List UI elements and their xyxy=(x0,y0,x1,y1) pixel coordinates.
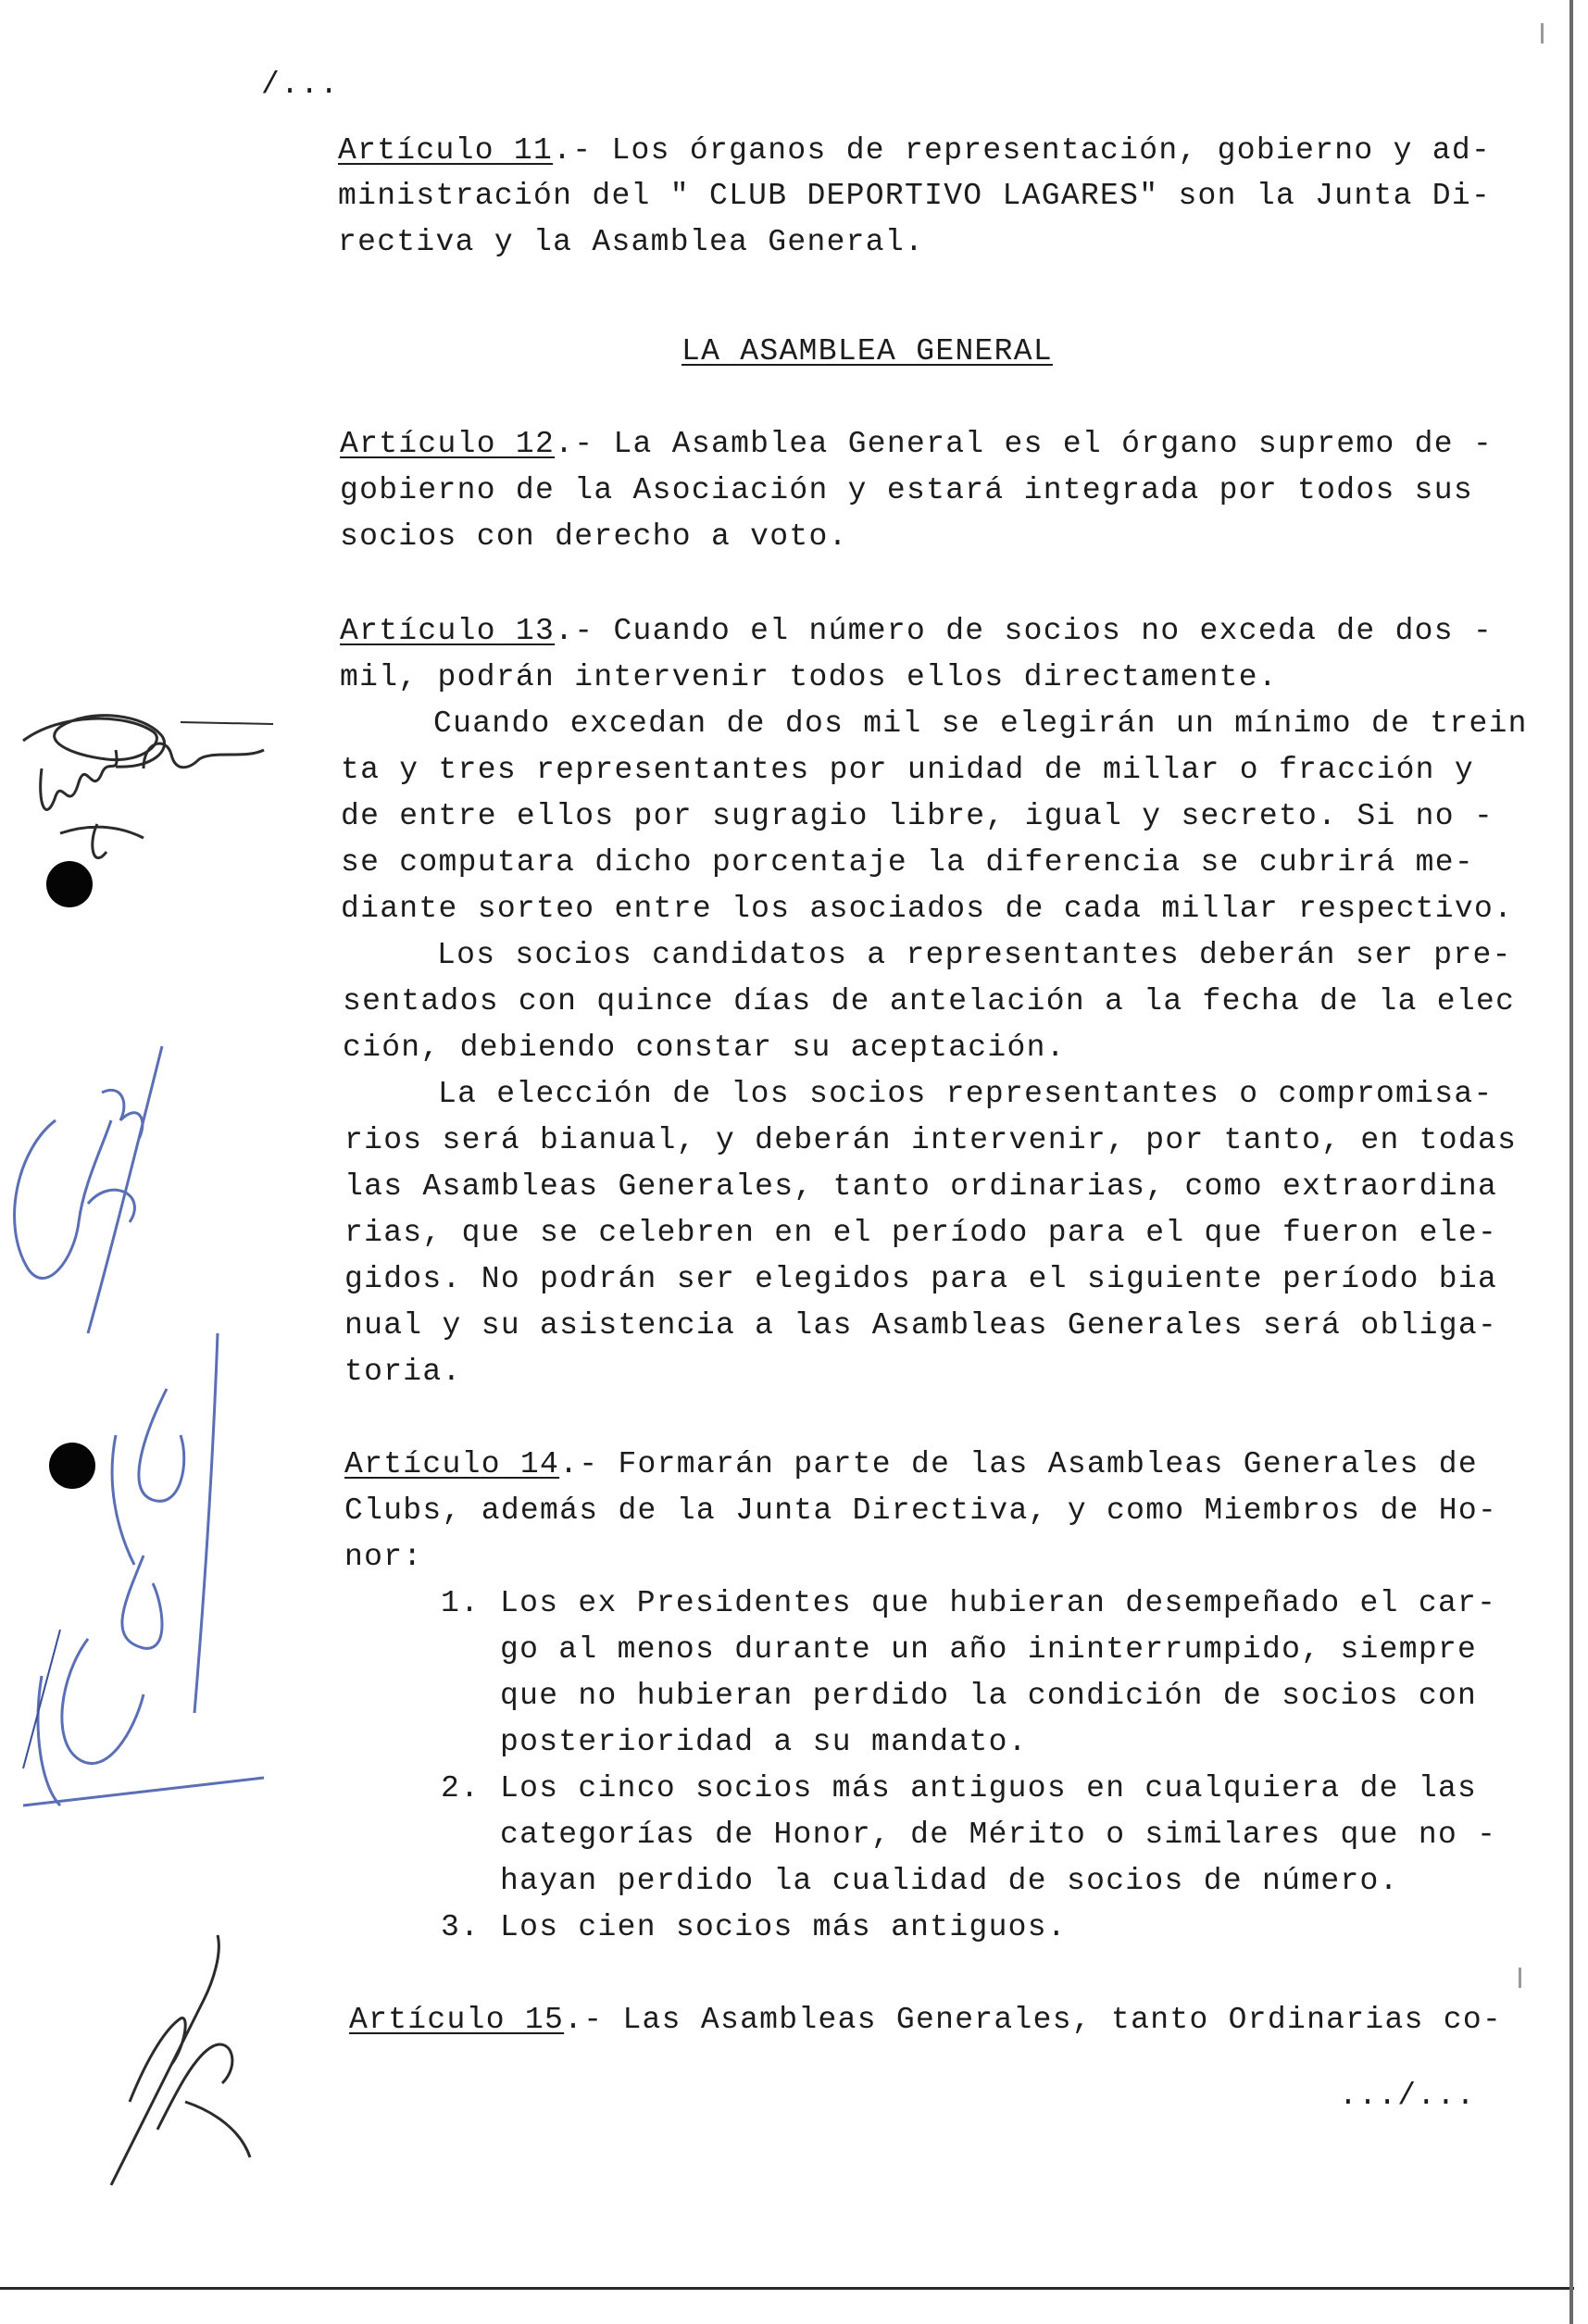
article-14-line-2: Clubs, además de la Junta Directiva, y como Miembros de Ho- xyxy=(344,1493,1498,1528)
article-13-line-13: las Asambleas Generales, tanto ordinarias, como extraordina xyxy=(344,1169,1498,1204)
article-12-label: Artículo 12 xyxy=(340,427,556,461)
article-12-line-2: gobierno de la Asociación y estará integrada por todos sus xyxy=(340,473,1473,507)
article-13-line-2: mil, podrán intervenir todos ellos directamente. xyxy=(340,660,1278,694)
article-13-line-9: sentados con quince días de antelación a la fecha de la elec xyxy=(343,984,1516,1018)
article-11-line-3: rectiva y la Asamblea General. xyxy=(338,225,925,259)
article-13-line-6: se computara dicho porcentaje la diferencia se cubrirá me- xyxy=(341,845,1474,880)
list-item-line-1: Los cinco socios más antiguos en cualquiera de las xyxy=(500,1771,1478,1805)
list-item-line-1: Los cien socios más antiguos. xyxy=(500,1910,1067,1944)
article-14-line-3: nor: xyxy=(344,1540,423,1574)
signature-1 xyxy=(5,685,282,898)
article-14-line-1 xyxy=(344,1446,1478,1483)
list-item-number: 3. xyxy=(441,1910,481,1944)
article-12-text-1: .- La Asamblea General es el órgano supremo de - xyxy=(555,427,1494,461)
article-15-label: Artículo 15 xyxy=(349,2003,565,2037)
scan-right-edge xyxy=(1569,0,1573,2324)
continuation-mark-bottom: .../... xyxy=(1339,2079,1476,2113)
article-13-line-11: La elección de los socios representantes o compromisa- xyxy=(438,1077,1494,1111)
article-13-line-8: Los socios candidatos a representantes deberán ser pre- xyxy=(437,938,1512,972)
signature-3 xyxy=(5,1324,282,1843)
article-14-text-1: .- Formarán parte de las Asambleas Generales de xyxy=(559,1447,1478,1481)
article-13-line-14: rias, que se celebren en el período para el que fueron ele- xyxy=(344,1216,1498,1250)
article-13-line-10: ción, debiendo constar su aceptación. xyxy=(343,1031,1066,1065)
continuation-mark-top: /... xyxy=(261,68,340,102)
article-13-label: Artículo 13 xyxy=(340,614,556,648)
article-13-line-16: nual y su asistencia a las Asambleas Generales será obliga- xyxy=(344,1308,1498,1343)
article-11-text-1: .- Los órganos de representación, gobierno y ad- xyxy=(553,133,1492,168)
article-12-line-3: socios con derecho a voto. xyxy=(340,519,848,554)
article-13-line-1 xyxy=(340,613,1493,650)
list-item-line-2: go al menos durante un año ininterrumpido, siempre xyxy=(500,1632,1478,1667)
article-12-line-1 xyxy=(340,426,1493,463)
article-11-label: Artículo 11 xyxy=(338,133,554,168)
list-item-line-2: categorías de Honor, de Mérito o similares que no - xyxy=(500,1818,1497,1852)
article-15-text-1: .- Las Asambleas Generales, tanto Ordinarias co- xyxy=(564,2003,1503,2037)
list-item-line-3: que no hubieran perdido la condición de socios con xyxy=(500,1679,1478,1713)
section-title: LA ASAMBLEA GENERAL xyxy=(681,334,1053,369)
article-13-text-1: .- Cuando el número de socios no exceda de dos - xyxy=(555,614,1494,648)
signature-4 xyxy=(102,1917,269,2194)
scan-bottom-edge xyxy=(0,2287,1574,2290)
article-15-line-1 xyxy=(349,2002,1502,2039)
article-13-line-12: rios será bianual, y deberán intervenir, por tanto, en todas xyxy=(344,1123,1518,1157)
list-item-line-4: posterioridad a su mandato. xyxy=(500,1725,1028,1759)
list-item-number: 1. xyxy=(441,1586,481,1620)
article-14-label: Artículo 14 xyxy=(344,1447,560,1481)
list-item-number: 2. xyxy=(441,1771,481,1805)
list-item-line-3: hayan perdido la cualidad de socios de número. xyxy=(500,1864,1399,1898)
article-11-line-1 xyxy=(338,132,1491,169)
article-13-line-4: ta y tres representantes por unidad de millar o fracción y xyxy=(341,753,1474,787)
article-13-line-7: diante sorteo entre los asociados de cada millar respectivo. xyxy=(341,892,1514,926)
list-item-line-1: Los ex Presidentes que hubieran desempeñado el car- xyxy=(500,1586,1497,1620)
article-11-line-2: ministración del " CLUB DEPORTIVO LAGARES" son la Junta Di- xyxy=(338,179,1492,213)
scan-speck xyxy=(1541,23,1544,44)
article-13-line-5: de entre ellos por sugragio libre, igual y secreto. Si no - xyxy=(341,799,1494,833)
scan-speck xyxy=(1519,1968,1521,1988)
signature-2 xyxy=(0,1037,194,1343)
article-13-line-3: Cuando excedan de dos mil se elegirán un mínimo de trein xyxy=(433,706,1528,741)
article-13-line-15: gidos. No podrán ser elegidos para el siguiente período bia xyxy=(344,1262,1498,1296)
article-13-line-17: toria. xyxy=(344,1355,462,1389)
